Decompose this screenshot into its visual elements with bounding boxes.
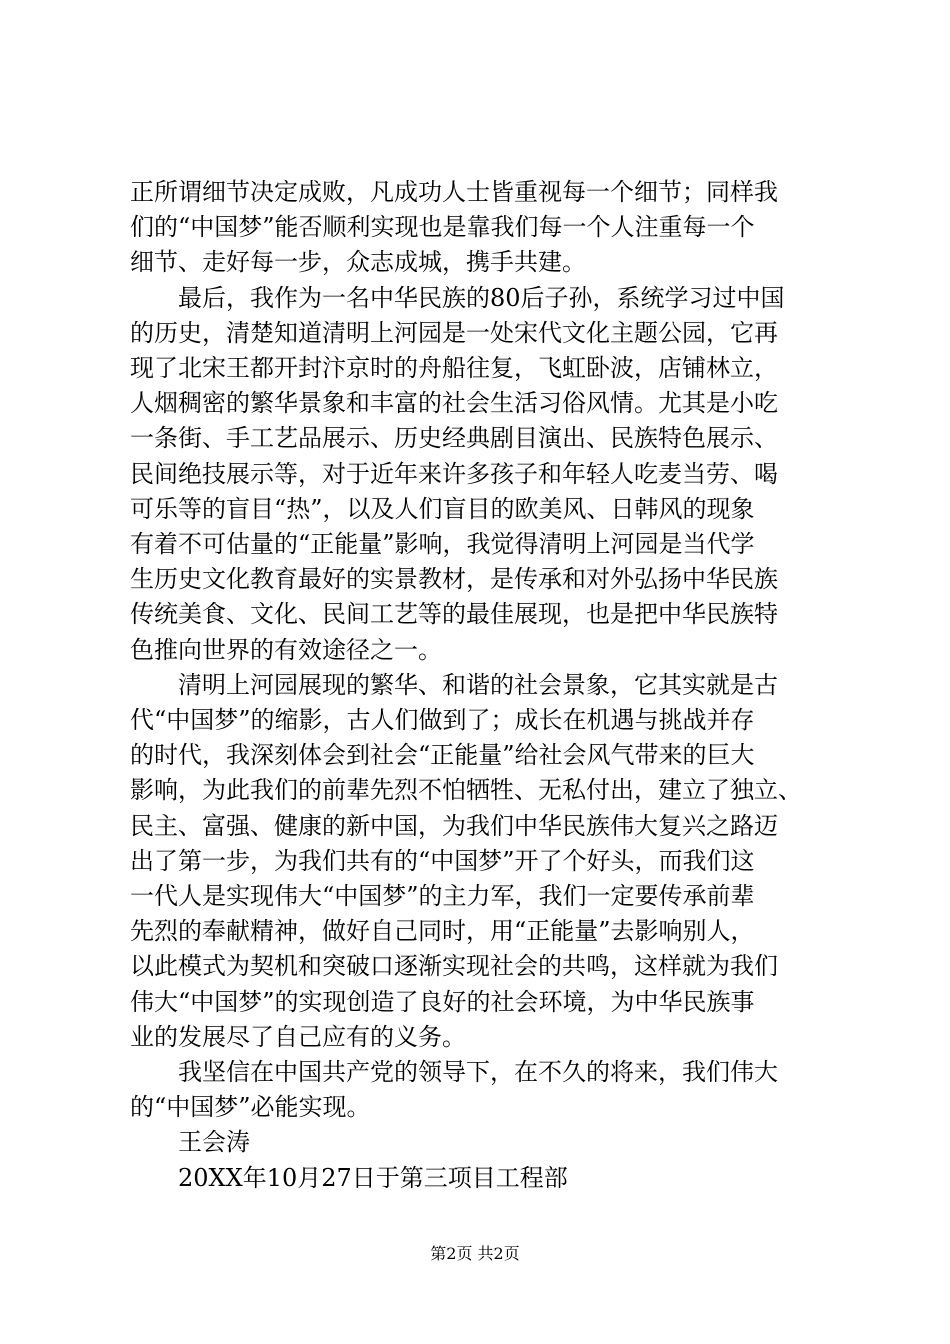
signature-name: 王会涛 (178, 1128, 250, 1157)
paragraph-details: 正所谓细节决定成败，凡成功人士皆重视每一个细节；同样我 们的“中国梦”能否顺利实现也是靠我们每一个人注重每一个 细节、走好每一步，众志成城，携手共建。 (130, 178, 778, 277)
paragraph-conclusion: 我坚信在中国共产党的领导下，在不久的将来，我们伟大 的“中国梦”必能实现。 (130, 1058, 778, 1122)
page-footer (0, 1244, 950, 1264)
paragraph-qingming-park: 最后，我作为一名中华民族的80后子孙，系统学习过中国 的历史，清楚知道清明上河园是一处宋代文化主题公园，它再 现了北宋王都开封汴京时的舟船往复，飞虹卧波，店铺林立， 人烟稠密的繁华景象和丰富的社会生活习俗风情。尤其是小吃 一条街、手工艺品展示、历史经典剧目演出、民族特色展示、 民间绝技展示等，对于近年来许多孩子和年轻人吃麦当劳、喝 可乐等的盲目“热”，以及人们盲目的欧美风、日韩风的现象 有着不可估量的“正能量”影响，我觉得清明上河园是当代学 生历史文化教育最好的实景教材，是传承和对外弘扬中华民族 传统美食、文化、民间工艺等的最佳展现，也是把中华民族特 色推向世界的有效途径之一。 (130, 283, 785, 664)
document-body (130, 175, 826, 1196)
signature-date: 20XX年10月27日于第三项目工程部 (178, 1163, 568, 1192)
paragraph-chinese-dream: 清明上河园展现的繁华、和谐的社会景象，它其实就是古 代“中国梦”的缩影，古人们做到了；成长在机遇与挑战并存 的时代，我深刻体会到社会“正能量”给社会风气带来的巨大 影响，为此我们的前辈先烈不怕牺牲、无私付出，建立了独立、 民主、富强、健康的新中国，为我们中华民族伟大复兴之路迈 出了第一步，为我们共有的“中国梦”开了个好头，而我们这 一代人是实现伟大“中国梦”的主力军，我们一定要传承前辈 先烈的奉献精神，做好自己同时，用“正能量”去影响别人， 以此模式为契机和突破口逐渐实现社会的共鸣，这样就为我们 伟大“中国梦”的实现创造了良好的社会环境，为中华民族事 业的发展尽了自己应有的义务。 (130, 670, 802, 1051)
page-number-label: 第2页 共2页 (430, 1244, 520, 1263)
